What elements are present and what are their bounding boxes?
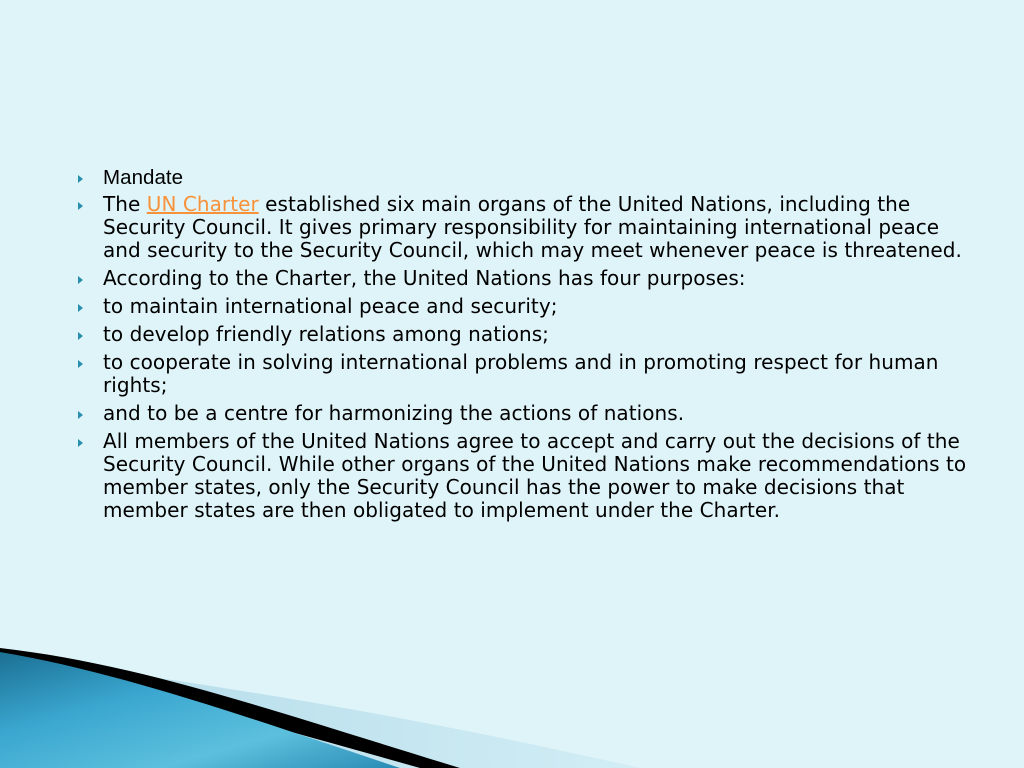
slide-title: Mandate [103,166,184,189]
bullet-text: and to be a centre for harmonizing the actions of nations. [103,401,685,425]
bullet-text: All members of the United Nations agree to accept and carry out the decisions of the Security Council. While other organs of the United Nations make recommendations to member states, only the Security Council has the power to make decisions that member states are then obligated to implement under the Charter. [103,429,967,522]
bullet-item [78,323,978,346]
bullet-item [78,402,978,425]
triangle-right-icon [78,276,83,284]
triangle-right-icon [78,360,83,368]
bullet-item [78,351,978,397]
bullet-item [78,193,978,262]
bullet-item [78,295,978,318]
triangle-right-icon [78,332,83,340]
un-charter-link[interactable]: UN Charter [146,192,259,216]
bullet-text: to maintain international peace and security; [103,294,558,318]
bullet-item [78,267,978,290]
bullet-list [78,166,978,527]
triangle-right-icon [78,304,83,312]
triangle-right-icon [78,411,83,419]
bullet-text: to cooperate in solving international problems and in promoting respect for human rights; [103,350,939,397]
bullet-text: According to the Charter, the United Nations has four purposes: [103,266,746,290]
bullet-text-before: The [103,192,147,216]
triangle-right-icon [78,202,83,210]
bullet-item-title [78,166,978,189]
triangle-right-icon [78,439,83,447]
bullet-item [78,430,978,522]
triangle-right-icon [78,175,83,183]
bullet-text: to develop friendly relations among nations; [103,322,549,346]
bullet-text-after: established six main organs of the United Nations, including the Security Council. It gives primary responsibility for maintaining international peace and security to the Security Council, which may meet whenever peace is threatened. [103,192,962,262]
